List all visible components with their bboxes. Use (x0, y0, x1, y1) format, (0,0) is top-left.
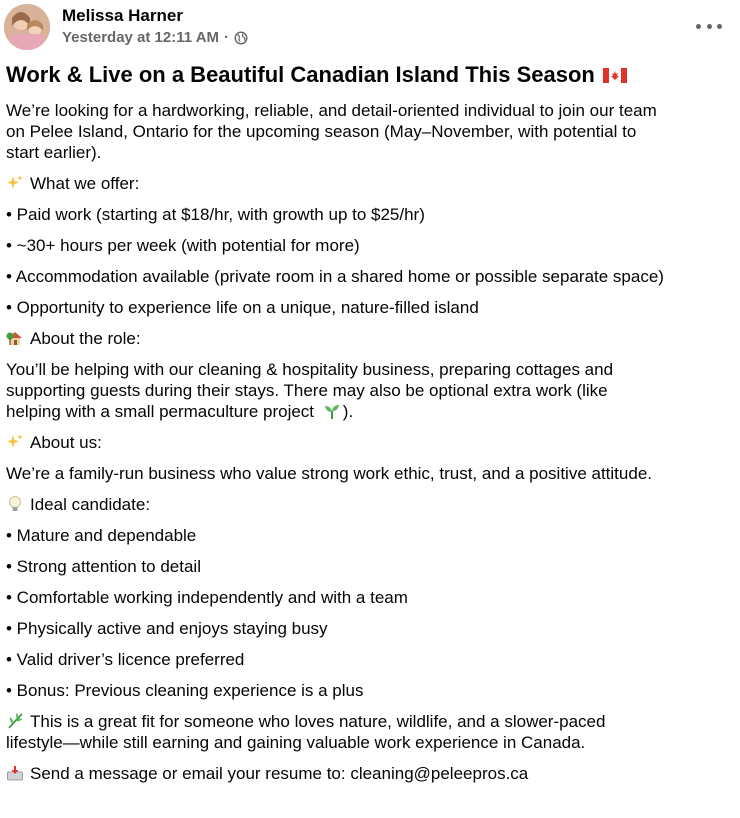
about-heading-text: About us: (30, 433, 102, 452)
offer-item: • Accommodation available (private room in a shared home or possible separate space) (6, 267, 664, 286)
offer-heading (6, 173, 736, 194)
ideal-heading (6, 494, 736, 515)
ideal-item: • Comfortable working independently and with a team (6, 588, 408, 607)
offer-item: • Opportunity to experience life on a unique, nature-filled island (6, 298, 479, 317)
more-dot (696, 24, 701, 29)
role-line-end: ). (342, 402, 354, 421)
contact-text[interactable]: Send a message or email your resume to: cleaning@peleepros.ca (30, 764, 529, 783)
intro-line: on Pelee Island, Ontario for the upcoming season (May–November, with potential to (6, 122, 637, 141)
author-name[interactable]: Melissa Harner (62, 6, 183, 25)
house-with-garden-icon (6, 329, 24, 347)
avatar[interactable] (4, 4, 50, 50)
sparkles-icon (6, 174, 24, 192)
sparkles-icon (6, 433, 24, 451)
ideal-item: • Bonus: Previous cleaning experience is a plus (6, 681, 364, 700)
ideal-item: • Valid driver’s licence preferred (6, 650, 245, 669)
avatar-photo-icon (4, 4, 50, 50)
ideal-item: • Strong attention to detail (6, 557, 201, 576)
contact-line (6, 763, 736, 784)
ideal-heading-text: Ideal candidate: (30, 495, 151, 514)
about-text: We’re a family-run business who value strong work ethic, trust, and a positive attitude. (6, 464, 652, 483)
fit-line-text: This is a great fit for someone who loves nature, wildlife, and a slower-paced (30, 712, 606, 731)
post-title (6, 62, 627, 88)
offer-heading-text: What we offer: (30, 174, 140, 193)
role-heading-text: About the role: (30, 329, 141, 348)
role-line: supporting guests during their stays. There may also be optional extra work (like (6, 381, 608, 400)
role-line-text: helping with a small permaculture project (6, 402, 315, 421)
more-options-button[interactable] (696, 16, 722, 36)
meta-separator: · (224, 29, 230, 46)
offer-item: • Paid work (starting at $18/hr, with growth up to $25/hr) (6, 205, 425, 224)
offer-item: • ~30+ hours per week (with potential for more) (6, 236, 360, 255)
ideal-item: • Physically active and enjoys staying busy (6, 619, 328, 638)
role-paragraph (6, 359, 736, 422)
intro-paragraph (6, 100, 736, 163)
fit-line-first (6, 711, 736, 732)
role-line: You’ll be helping with our cleaning & hospitality business, preparing cottages and (6, 360, 614, 379)
fit-line: lifestyle—while still earning and gaining valuable work experience in Canada. (6, 733, 586, 752)
timestamp[interactable]: Yesterday at 12:11 AM (62, 29, 220, 46)
inbox-tray-icon (6, 764, 24, 782)
post-title-text: Work & Live on a Beautiful Canadian Island This Season (6, 62, 595, 87)
intro-line: We’re looking for a hardworking, reliable, and detail-oriented individual to join our team (6, 101, 657, 120)
globe-icon[interactable] (234, 31, 248, 45)
role-line-last (6, 401, 736, 422)
post-meta (62, 29, 248, 46)
ideal-item: • Mature and dependable (6, 526, 197, 545)
more-dot (707, 24, 712, 29)
seedling-icon (323, 402, 341, 420)
role-heading (6, 328, 736, 349)
canada-flag-icon (603, 68, 627, 83)
more-dot (717, 24, 722, 29)
about-heading (6, 432, 736, 453)
herb-icon (6, 712, 24, 730)
light-bulb-icon (6, 495, 24, 513)
intro-line: start earlier). (6, 143, 102, 162)
post-body (6, 100, 736, 784)
post-header (0, 0, 740, 58)
fit-paragraph (6, 711, 736, 753)
